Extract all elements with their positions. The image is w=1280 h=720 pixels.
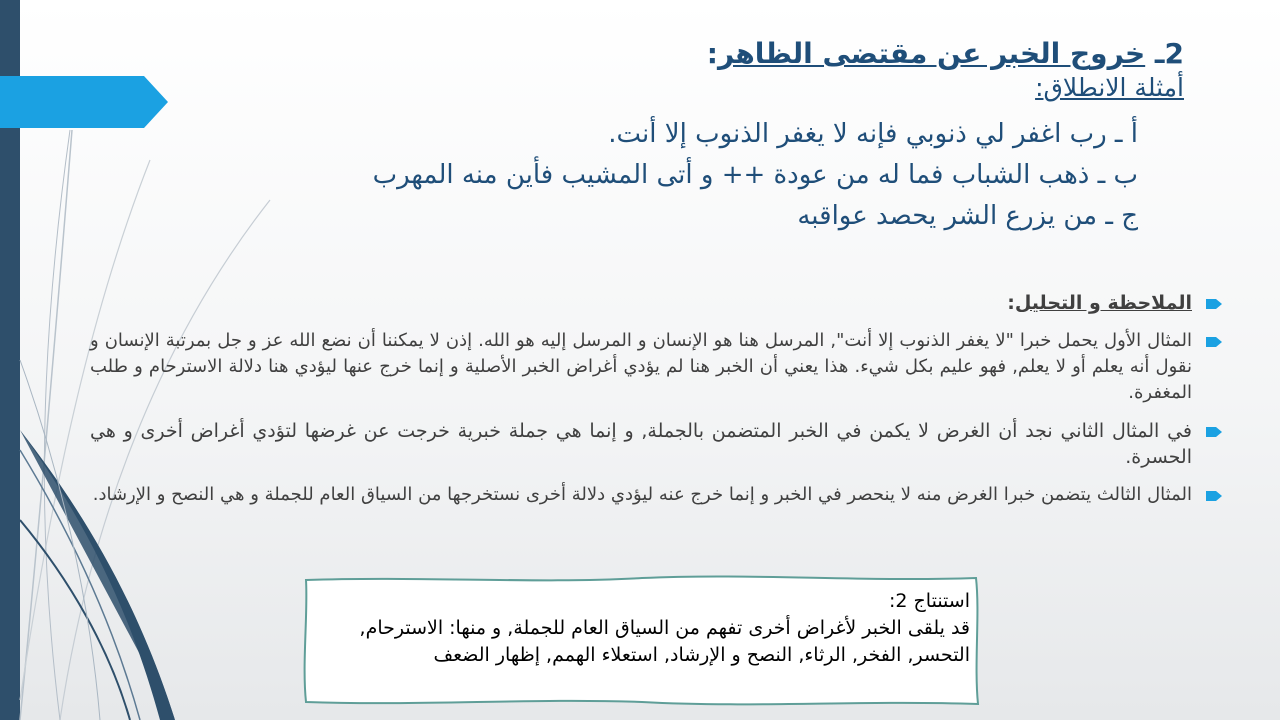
conclusion-body: قد يلقى الخبر لأغراض أخرى تفهم من السياق العام للجملة, و منها: الاسترحام, التحسر, الفخر, الرثاء, النصح و الإرشاد, استعلاء الهمم, إظهار الضعف xyxy=(359,617,970,666)
example-b: ب ـ ذهب الشباب فما له من عودة ++ و أتى المشيب فأين منه المهرب xyxy=(372,160,1138,190)
list-item xyxy=(90,328,1232,406)
examples-list xyxy=(138,114,1138,237)
analysis-heading-colon: : xyxy=(1007,292,1015,314)
subtitle-colon: : xyxy=(1035,73,1044,102)
arrow-bullet-icon xyxy=(1206,337,1222,347)
example-c: ج ـ من يزرع الشر يحصد عواقبه xyxy=(797,201,1138,231)
title-block xyxy=(184,36,1184,104)
arrow-bullet-icon xyxy=(1206,427,1222,437)
conclusion-box xyxy=(302,574,980,708)
list-item xyxy=(90,418,1232,470)
analysis-list xyxy=(90,290,1232,520)
arrow-bullet-icon xyxy=(1206,299,1222,309)
subtitle-text: أمثلة الانطلاق xyxy=(1043,73,1184,102)
subtitle xyxy=(184,72,1184,104)
title-text: خروج الخبر عن مقتضى الظاهر xyxy=(717,37,1146,70)
analysis-heading: الملاحظة و التحليل xyxy=(1014,292,1192,314)
list-item xyxy=(90,482,1232,508)
example-a: أ ـ رب اغفر لي ذنوبي فإنه لا يغفر الذنوب إلا أنت. xyxy=(608,119,1138,149)
title-colon: : xyxy=(706,37,718,70)
title-number: 2ـ xyxy=(1145,37,1184,70)
paragraph-text: في المثال الثاني نجد أن الغرض لا يكمن في الخبر المتضمن بالجملة, و إنما هي جملة خبرية خرجت عن غرضها لتؤدي أغراض أخرى و هي الحسرة. xyxy=(90,420,1192,468)
paragraph-text: المثال الأول يحمل خبرا "لا يغفر الذنوب إلا أنت", المرسل هنا هو الإنسان و المرسل إليه هو الله. إذن لا يمكننا أن نضع الله عز و جل بمرتبة الإنسان و نقول أنه يعلم أو لا يعلم, فهو عليم بكل شيء. هذا يعني أن الخبر هنا لم يؤدي أغراض الخبر الأصلية و إنما خرج عنها ليؤدي هنا دلالة الاسترحام و طلب المغفرة. xyxy=(90,330,1192,403)
arrow-bullet-icon xyxy=(1206,491,1222,501)
conclusion-text xyxy=(320,588,970,669)
analysis-heading-item xyxy=(90,290,1232,316)
paragraph-text: المثال الثالث يتضمن خبرا الغرض منه لا ينحصر في الخبر و إنما خرج عنه ليؤدي دلالة أخرى نستخرجها من السياق العام للجملة و هي النصح و الإرشاد. xyxy=(92,484,1192,505)
conclusion-heading: استنتاج 2: xyxy=(889,590,970,612)
page-title xyxy=(184,36,1184,72)
